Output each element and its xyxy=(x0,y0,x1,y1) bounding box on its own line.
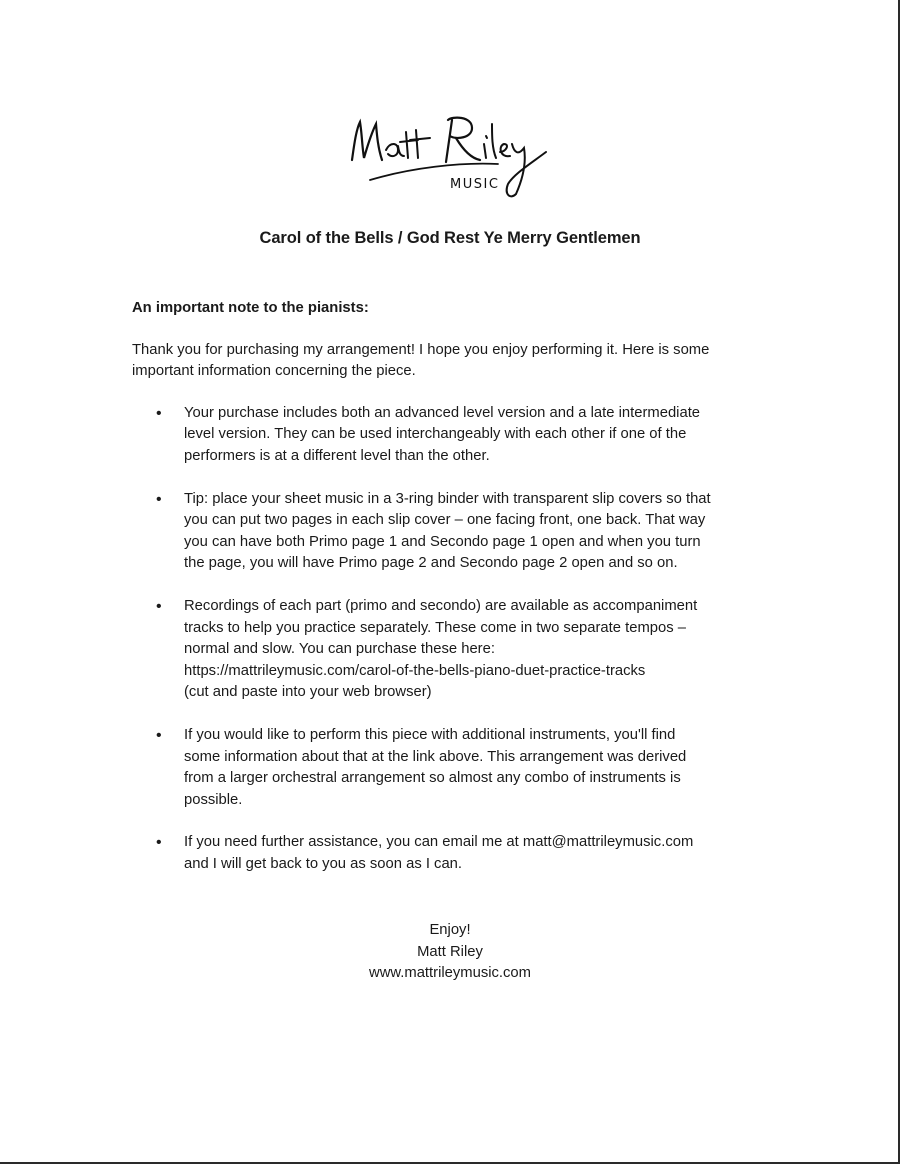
logo-sub-text: MUSIC xyxy=(450,177,500,192)
bullet-line: If you would like to perform this piece with additional instruments, you'll find xyxy=(184,726,676,743)
author-name: Matt Riley xyxy=(417,943,483,960)
bullet-line: normal and slow. You can purchase these here: xyxy=(184,641,495,658)
main-content xyxy=(132,298,782,896)
list-item xyxy=(132,596,752,704)
bullet-icon: • xyxy=(156,726,162,744)
bullet-line: possible. xyxy=(184,791,243,808)
bullet-icon: • xyxy=(156,834,162,852)
bullet-line: level version. They can be used interchangeably with each other if one of the xyxy=(184,426,687,443)
bullet-icon: • xyxy=(156,490,162,508)
bullet-line: Your purchase includes both an advanced level version and a late intermediate xyxy=(184,404,701,421)
bullet-line: Tip: place your sheet music in a 3-ring binder with transparent slip covers so that xyxy=(184,490,711,507)
page-title: Carol of the Bells / God Rest Ye Merry Gentlemen xyxy=(259,229,641,247)
bullet-list xyxy=(132,403,782,876)
bullet-line: and I will get back to you as soon as I can. xyxy=(184,855,463,872)
sign-off xyxy=(0,920,900,985)
bullet-line: tracks to help you practice separately. These come in two separate tempos – xyxy=(184,619,686,636)
matt-riley-music-logo xyxy=(340,108,570,203)
note-heading: An important note to the pianists: xyxy=(132,300,369,316)
list-item xyxy=(132,489,752,575)
bullet-icon: • xyxy=(156,597,162,615)
bullet-line: performers is at a different level than the other. xyxy=(184,447,490,464)
list-item xyxy=(132,725,752,811)
list-item xyxy=(132,832,752,875)
intro-paragraph: Thank you for purchasing my arrangement! I hope you enjoy performing it. Here is some important information concerning the piece. xyxy=(132,341,710,380)
bullet-line: Recordings of each part (primo and secondo) are available as accompaniment xyxy=(184,597,698,614)
bullet-line: (cut and paste into your web browser) xyxy=(184,684,432,701)
bullet-line: you can put two pages in each slip cover – one facing front, one back. That way xyxy=(184,512,706,529)
website-link[interactable]: www.mattrileymusic.com xyxy=(369,965,531,982)
bullet-line: some information about that at the link above. This arrangement was derived xyxy=(184,748,687,765)
bullet-line: from a larger orchestral arrangement so almost any combo of instruments is xyxy=(184,770,681,787)
bullet-icon: • xyxy=(156,404,162,422)
practice-tracks-link[interactable]: https://mattrileymusic.com/carol-of-the-bells-piano-duet-practice-tracks xyxy=(184,662,646,679)
list-item xyxy=(132,403,752,468)
enjoy-text: Enjoy! xyxy=(429,922,471,938)
bullet-line: you can have both Primo page 1 and Secondo page 1 open and when you turn xyxy=(184,533,701,550)
email-line[interactable]: If you need further assistance, you can email me at matt@mattrileymusic.com xyxy=(184,834,694,851)
bullet-line: the page, you will have Primo page 2 and Secondo page 2 open and so on. xyxy=(184,555,678,572)
